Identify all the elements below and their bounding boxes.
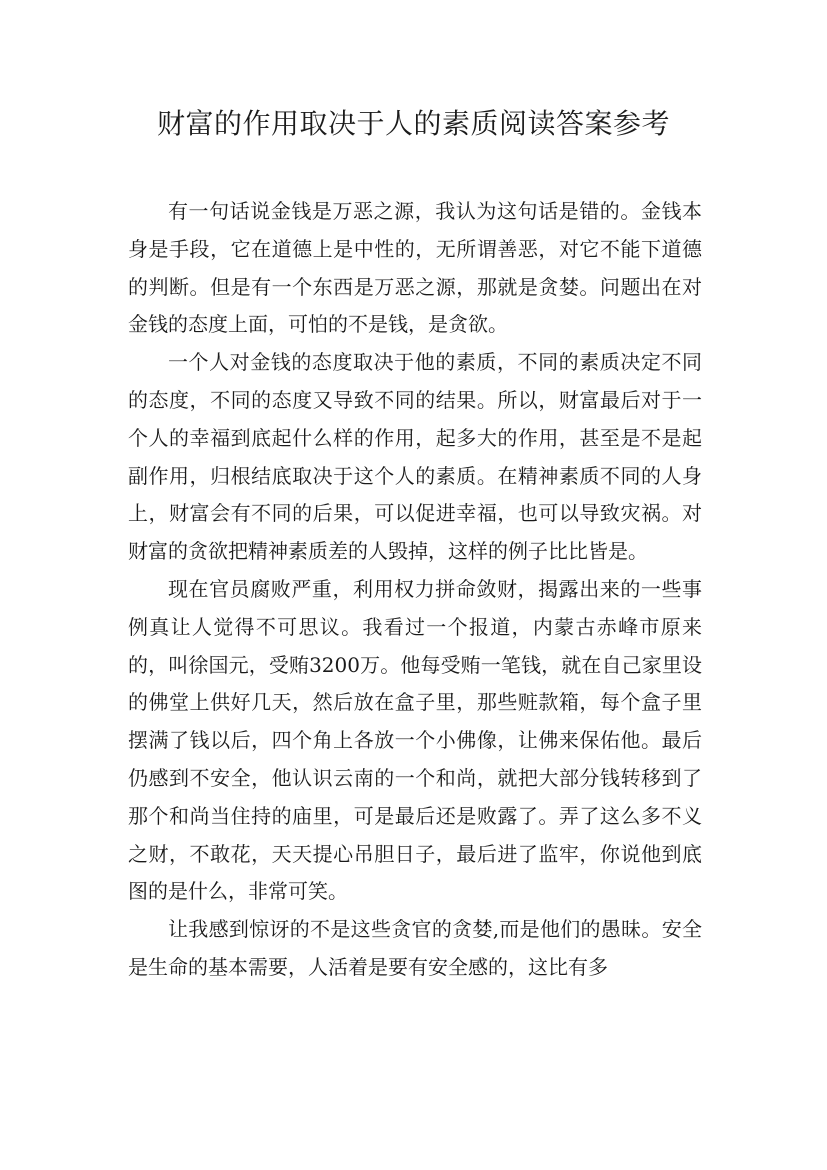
paragraph-1: 有一句话说金钱是万恶之源，我认为这句话是错的。金钱本身是手段，它在道德上是中性的，无所谓善恶，对它不能下道德的判断。但是有一个东西是万恶之源，那就是贪婪。问题出在对金钱的态度上面，可怕的不是钱，是贪欲。 (128, 199, 702, 337)
paragraph-4: 让我感到惊讶的不是这些贪官的贪婪,而是他们的愚昧。安全是生命的基本需要，人活着是要有安全感的，这比有多 (128, 917, 702, 979)
document-body (128, 193, 702, 987)
document-title: 财富的作用取决于人的素质阅读答案参考 (156, 107, 670, 140)
paragraph-3: 现在官员腐败严重，利用权力拼命敛财，揭露出来的一些事例真让人觉得不可思议。我看过一个报道，内蒙古赤峰市原来的，叫徐国元，受贿3200万。他每受贿一笔钱，就在自己家里设的佛堂上供好几天，然后放在盒子里，那些赃款箱，每个盒子里摆满了钱以后，四个角上各放一个小佛像，让佛来保佑他。最后仍感到不安全，他认识云南的一个和尚，就把大部分钱转移到了那个和尚当住持的庙里，可是最后还是败露了。弄了这么多不义之财，不敢花，天天提心吊胆日子，最后进了监牢，你说他到底图的是什么，非常可笑。 (128, 576, 702, 904)
paragraph-2: 一个人对金钱的态度取决于他的素质，不同的素质决定不同的态度，不同的态度又导致不同的结果。所以，财富最后对于一个人的幸福到底起什么样的作用，起多大的作用，甚至是不是起副作用，归根结底取决于这个人的素质。在精神素质不同的人身上，财富会有不同的后果，可以促进幸福，也可以导致灾祸。对财富的贪欲把精神素质差的人毁掉，这样的例子比比皆是。 (128, 350, 702, 564)
